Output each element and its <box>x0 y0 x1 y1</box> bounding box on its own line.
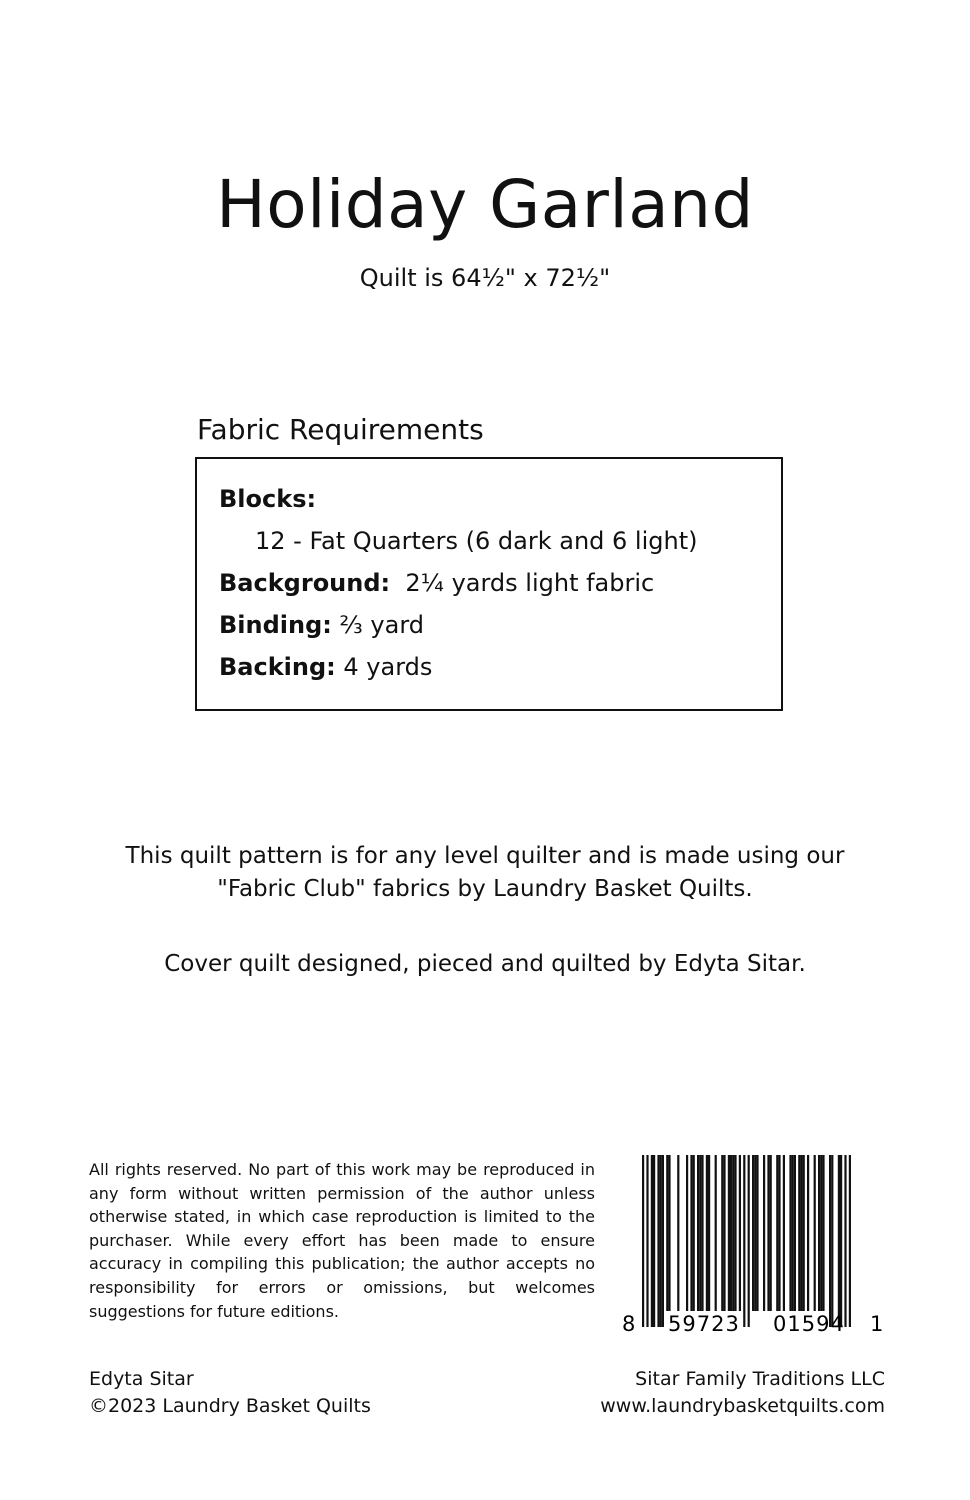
barcode-bar <box>642 1155 644 1327</box>
barcode-bar <box>748 1155 750 1327</box>
barcode-bar <box>668 1155 670 1311</box>
barcode-bar <box>699 1155 701 1311</box>
binding-label: Binding: <box>219 611 332 639</box>
barcode-bar <box>723 1155 725 1311</box>
barcode-bar <box>798 1155 800 1311</box>
barcode-bar <box>743 1155 745 1327</box>
barcode-bar <box>820 1155 822 1311</box>
fabric-requirements-box <box>195 457 783 711</box>
barcode-bar <box>728 1155 730 1311</box>
fabric-requirements-heading: Fabric Requirements <box>197 413 484 446</box>
barcode-bar <box>706 1155 708 1311</box>
barcode-bar <box>778 1155 780 1311</box>
description-line-2: "Fabric Club" fabrics by Laundry Basket Quilts. <box>217 876 753 902</box>
barcode-bar <box>767 1155 769 1311</box>
barcode-bar <box>792 1155 794 1311</box>
footer-author-block <box>89 1366 371 1420</box>
barcode-bar <box>701 1155 703 1311</box>
barcode-bar <box>800 1155 802 1311</box>
barcode-bar <box>646 1155 648 1327</box>
barcode-bar <box>697 1155 699 1311</box>
description-line-1: This quilt pattern is for any level quilter and is made using our <box>125 843 845 869</box>
barcode-graphic <box>620 1155 885 1335</box>
pattern-title: Holiday Garland <box>216 166 754 243</box>
barcode-bar <box>770 1155 772 1311</box>
barcode-bar <box>732 1155 734 1311</box>
website-url: www.laundrybasketquilts.com <box>600 1395 885 1417</box>
barcode-trail-digit: 1 <box>870 1312 884 1335</box>
barcode-bar <box>752 1155 754 1311</box>
binding-row <box>219 613 424 637</box>
barcode-bar <box>690 1155 692 1311</box>
barcode-bar <box>822 1155 824 1311</box>
barcode-bar <box>739 1155 741 1311</box>
barcode-bar <box>789 1155 791 1311</box>
barcode-lead-digit: 8 <box>622 1312 636 1335</box>
background-row <box>219 571 654 595</box>
barcode-left-digits: 59723 <box>668 1312 740 1335</box>
barcode-bar <box>814 1155 816 1311</box>
barcode-bar <box>818 1155 820 1311</box>
barcode-bar <box>730 1155 732 1311</box>
barcode-bar <box>849 1155 851 1327</box>
barcode-bar <box>715 1155 717 1311</box>
barcode-bar <box>686 1155 688 1311</box>
barcode-bar <box>783 1155 785 1311</box>
barcode-bar <box>721 1155 723 1311</box>
barcode-bar <box>693 1155 695 1311</box>
blocks-detail: 12 - Fat Quarters (6 dark and 6 light) <box>255 527 698 555</box>
footer-publisher-block <box>600 1366 885 1420</box>
blocks-label: Blocks: <box>219 485 317 513</box>
upc-barcode <box>620 1155 885 1335</box>
barcode-bar <box>840 1155 842 1327</box>
barcode-bar <box>776 1155 778 1311</box>
backing-row <box>219 655 432 679</box>
barcode-bar <box>651 1155 653 1327</box>
barcode-right-digits: 01594 <box>773 1312 845 1335</box>
barcode-bar <box>794 1155 796 1311</box>
barcode-bar <box>844 1155 846 1327</box>
binding-value: ⅔ yard <box>339 611 424 639</box>
backing-value: 4 yards <box>343 653 433 681</box>
barcode-bar <box>666 1155 668 1311</box>
background-value: 2¼ yards light fabric <box>405 569 655 597</box>
backing-label: Backing: <box>219 653 336 681</box>
legal-notice: All rights reserved. No part of this work may be reproduced in any form without written permission of the author unless otherwise stated, in which case reproduction is limited to the purchaser. While every effort has been made to ensure accuracy in compiling this publication; the author accepts no responsibility for errors or omissions, but welcomes suggestions for future editions. <box>89 1160 595 1321</box>
barcode-bar <box>677 1155 679 1311</box>
barcode-bar <box>831 1155 833 1327</box>
author-name: Edyta Sitar <box>89 1368 194 1390</box>
barcode-bar <box>660 1155 662 1327</box>
barcode-bar <box>829 1155 831 1327</box>
barcode-bar <box>653 1155 655 1327</box>
barcode-bar <box>662 1155 664 1327</box>
barcode-bar <box>657 1155 659 1327</box>
copyright-line: ©2023 Laundry Basket Quilts <box>89 1395 371 1417</box>
credit-line: Cover quilt designed, pieced and quilted by Edyta Sitar. <box>164 951 806 977</box>
barcode-bar <box>734 1155 736 1311</box>
barcode-bar <box>838 1155 840 1327</box>
barcode-bar <box>708 1155 710 1311</box>
quilt-size: Quilt is 64½" x 72½" <box>359 264 611 292</box>
blocks-row <box>219 487 316 511</box>
company-name: Sitar Family Traditions LLC <box>635 1368 885 1390</box>
barcode-bar <box>763 1155 765 1311</box>
description-paragraph <box>0 840 970 906</box>
background-label: Background: <box>219 569 391 597</box>
barcode-bar <box>754 1155 756 1311</box>
barcode-bar <box>803 1155 805 1311</box>
barcode-bar <box>807 1155 809 1311</box>
barcode-bar <box>756 1155 758 1311</box>
